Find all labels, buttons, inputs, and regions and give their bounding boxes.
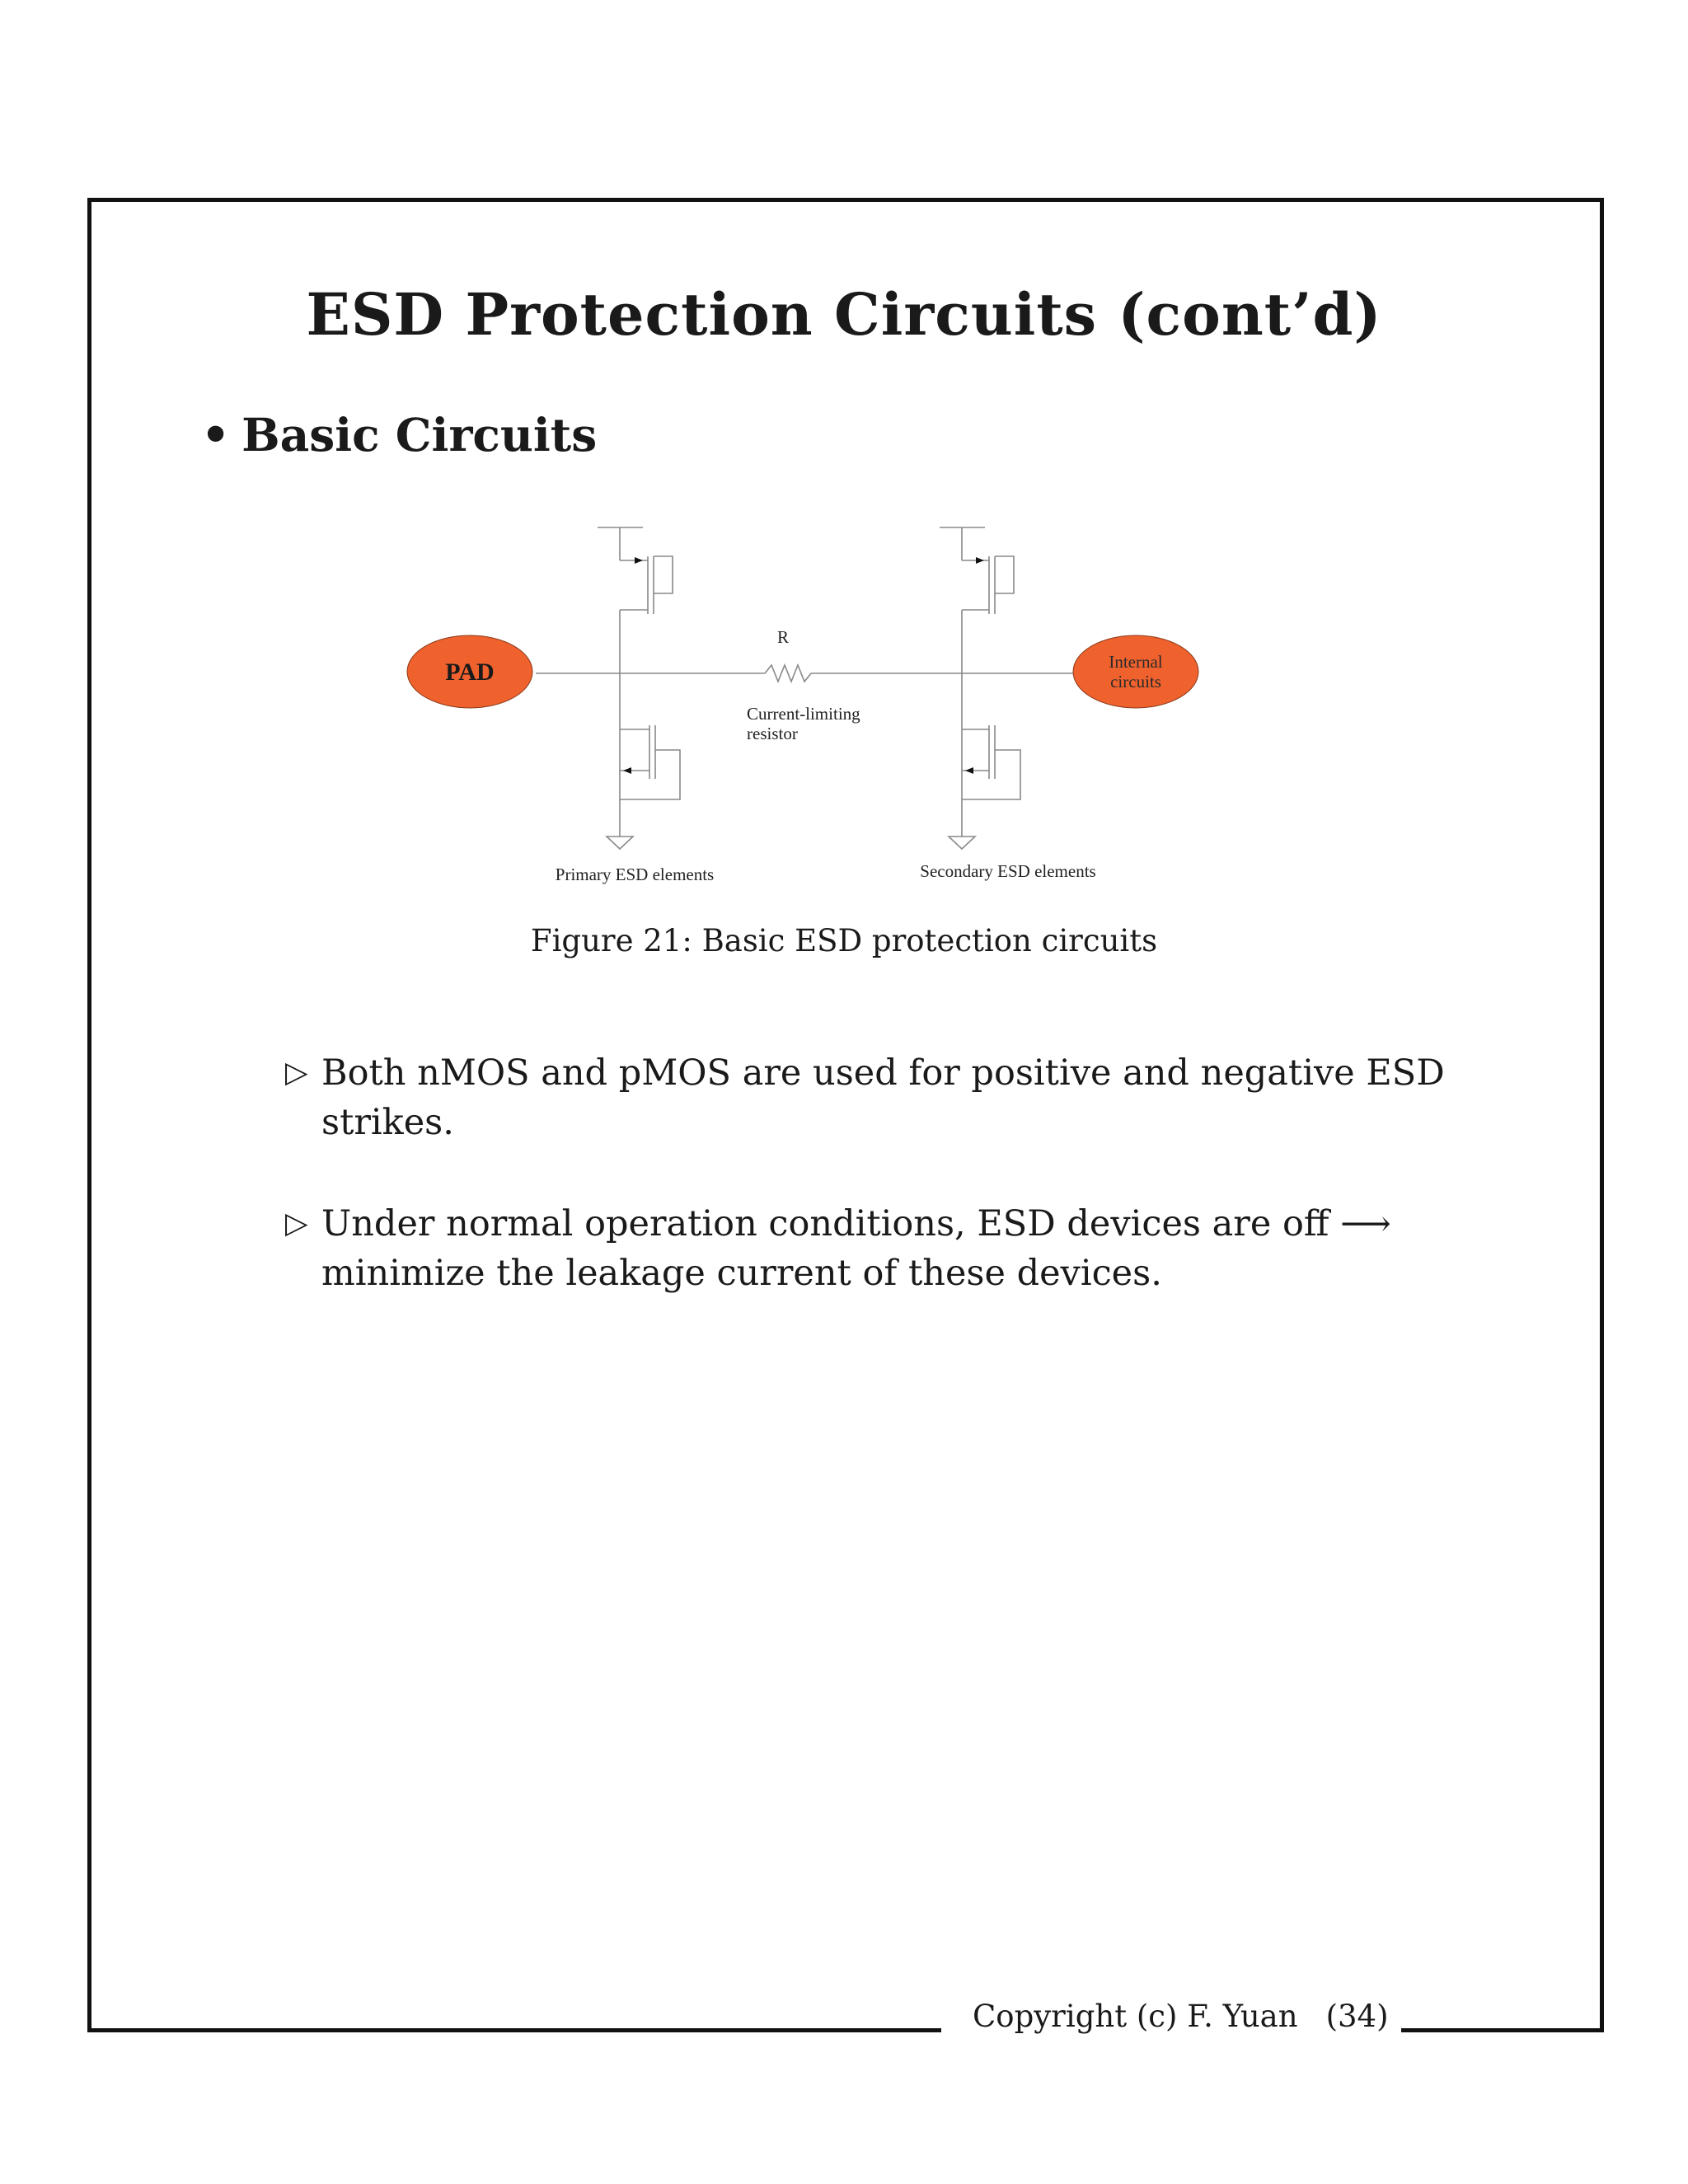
pmos-arrow-primary [635, 557, 643, 564]
pmos-arrow-secondary [976, 557, 984, 564]
bullet-dot-icon: • [201, 408, 231, 462]
frame-left-border [87, 198, 91, 2032]
nmos-arrow-secondary [965, 767, 973, 774]
internal-label-line1: Internal [1109, 652, 1163, 672]
frame-bottom-border-right [1401, 2028, 1604, 2032]
frame-top-border [87, 198, 1604, 202]
bullet-label: Basic Circuits [241, 408, 598, 462]
esd-circuit-diagram [387, 511, 1212, 898]
internal-label-line2: circuits [1110, 672, 1161, 691]
pad-label: PAD [445, 658, 495, 686]
page-number: (34) [1325, 1999, 1389, 2034]
sub-item-text: Both nMOS and pMOS are used for positive and negative ESD strikes. [321, 1052, 1445, 1143]
resistor-r [765, 665, 811, 682]
primary-esd-label: Primary ESD elements [555, 865, 715, 884]
sub-item-text: Under normal operation conditions, ESD devices are off ⟶ minimize the leakage current of these devices. [321, 1203, 1391, 1294]
sub-item-1 [285, 1048, 1456, 1147]
sub-item-2 [285, 1199, 1456, 1298]
secondary-esd-label: Secondary ESD elements [920, 861, 1096, 881]
resistor-label: R [776, 627, 790, 647]
nmos-arrow-primary [623, 767, 631, 774]
resistor-desc-line1: Current-limiting [747, 704, 860, 724]
footer [973, 1999, 1389, 2034]
secondary-esd-elements [940, 527, 1020, 849]
bullet-basic-circuits [201, 408, 597, 462]
figure-caption: Figure 21: Basic ESD protection circuits [530, 923, 1158, 958]
copyright-text: Copyright (c) F. Yuan [973, 1999, 1298, 2034]
frame-right-border [1600, 198, 1604, 2032]
triangle-right-icon: ▷ [285, 1207, 308, 1240]
resistor-desc-line2: resistor [747, 724, 798, 743]
frame-bottom-border-left [87, 2028, 941, 2032]
slide-title: ESD Protection Circuits (cont’d) [306, 280, 1382, 349]
triangle-right-icon: ▷ [285, 1056, 308, 1090]
primary-esd-elements [598, 527, 680, 849]
